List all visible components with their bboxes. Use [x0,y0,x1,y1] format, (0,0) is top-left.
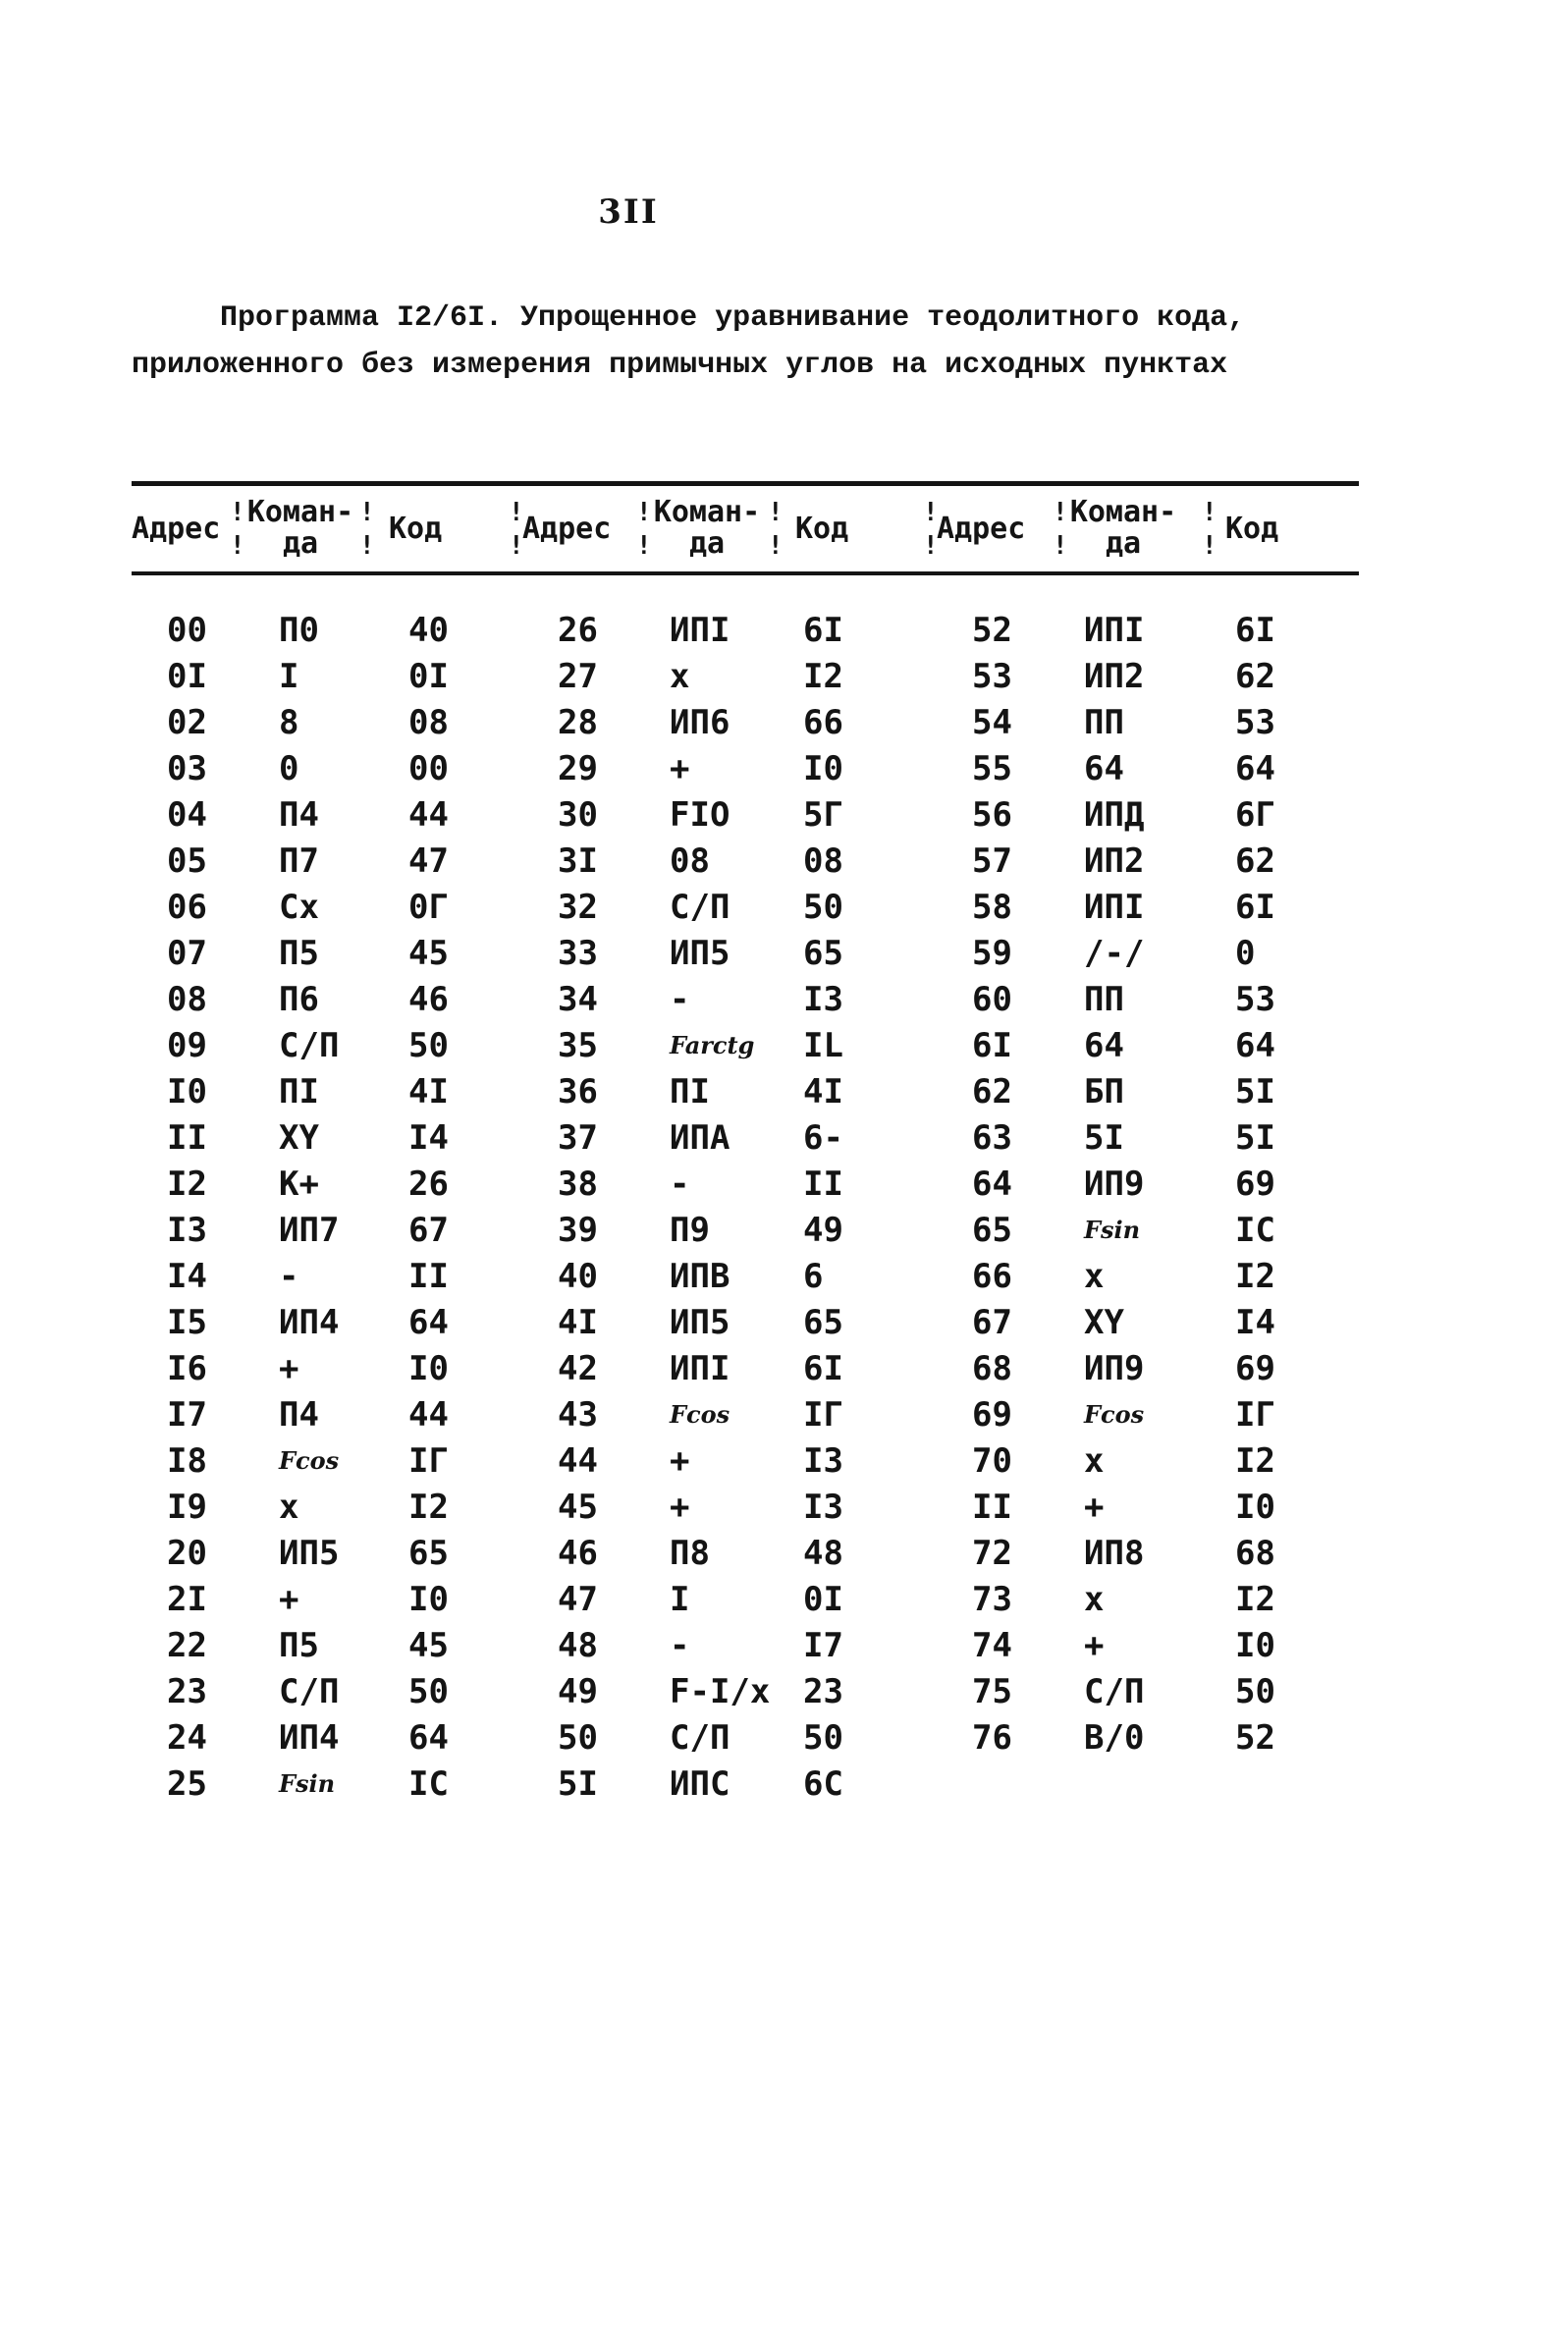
command-cell: + [279,1580,299,1619]
code-cell: 45 [408,934,449,973]
address-cell: 00 [167,611,207,650]
code-cell: 40 [408,611,449,650]
command-cell: + [670,1488,690,1527]
code-cell: I0 [1235,1488,1275,1527]
code-cell: 6- [803,1118,843,1158]
command-cell: - [670,1626,690,1665]
code-cell: 50 [408,1026,449,1065]
command-cell: ИП6 [670,703,730,742]
command-cell: ИПI [670,1349,730,1388]
header-separator: ! [1053,498,1068,527]
address-cell: 74 [972,1626,1012,1665]
header-separator: ! [923,498,939,527]
code-cell: 5I [1235,1072,1275,1111]
code-cell: I0 [803,749,843,788]
address-cell: 27 [558,657,598,696]
address-cell: 5I [558,1764,598,1804]
command-cell: П8 [670,1534,710,1573]
header-command-line2: да [688,526,726,561]
address-cell: 59 [972,934,1012,973]
command-cell: + [670,749,690,788]
code-cell: 69 [1235,1165,1275,1204]
code-cell: 46 [408,980,449,1019]
code-cell: 50 [408,1672,449,1711]
address-cell: 57 [972,841,1012,881]
address-cell: 20 [167,1534,207,1573]
address-cell: 48 [558,1626,598,1665]
code-cell: 50 [1235,1672,1275,1711]
code-cell: 53 [1235,980,1275,1019]
address-cell: 34 [558,980,598,1019]
code-cell: 6I [1235,888,1275,927]
address-cell: 43 [558,1395,598,1435]
code-cell: IГ [1235,1395,1275,1435]
address-cell: 52 [972,611,1012,650]
code-cell: 0I [803,1580,843,1619]
address-cell: 50 [558,1718,598,1758]
address-cell: 03 [167,749,207,788]
code-cell: 64 [1235,1026,1275,1065]
code-cell: 08 [803,841,843,881]
command-cell: x [279,1488,299,1527]
command-cell: /-/ [1084,934,1145,973]
code-cell: I2 [803,657,843,696]
command-cell: + [1084,1626,1105,1665]
address-cell: I9 [167,1488,207,1527]
code-cell: 0I [408,657,449,696]
address-cell: 23 [167,1672,207,1711]
header-separator: ! [509,531,524,561]
code-cell: 0Г [408,888,449,927]
command-cell: 5I [1084,1118,1124,1158]
address-cell: 32 [558,888,598,927]
command-cell: ИП7 [279,1211,340,1250]
code-cell: 65 [803,934,843,973]
header-separator: ! [359,498,375,527]
code-cell: 08 [408,703,449,742]
command-cell: С/П [670,1718,730,1758]
command-cell: ИП2 [1084,657,1145,696]
address-cell: 08 [167,980,207,1019]
address-cell: 2I [167,1580,207,1619]
command-cell: ПI [279,1072,319,1111]
code-cell: 48 [803,1534,843,1573]
code-cell: I2 [1235,1580,1275,1619]
code-cell: II [408,1257,449,1296]
address-cell: 39 [558,1211,598,1250]
address-cell: 22 [167,1626,207,1665]
header-address-2: Адрес [522,511,612,546]
code-cell: 0 [1235,934,1256,973]
command-cell: ИПС [670,1764,730,1804]
code-cell: 50 [803,1718,843,1758]
address-cell: I8 [167,1441,207,1481]
header-command-line2: да [282,526,319,561]
code-cell: I4 [1235,1303,1275,1342]
address-cell: I7 [167,1395,207,1435]
command-cell: БП [1084,1072,1124,1111]
command-cell: ИП8 [1084,1534,1145,1573]
code-cell: I0 [408,1349,449,1388]
address-cell: I4 [167,1257,207,1296]
command-cell: ПI [670,1072,710,1111]
command-cell: Fsin [279,1769,336,1798]
header-command-3 [1064,486,1182,570]
address-cell: 37 [558,1118,598,1158]
code-cell: I7 [803,1626,843,1665]
address-cell: 60 [972,980,1012,1019]
code-cell: II [803,1165,843,1204]
address-cell: I3 [167,1211,207,1250]
command-cell: + [279,1349,299,1388]
command-cell: F-I/x [670,1672,771,1711]
address-cell: I0 [167,1072,207,1111]
code-cell: 62 [1235,841,1275,881]
command-cell: ИПА [670,1118,730,1158]
command-cell: С/П [1084,1672,1145,1711]
address-cell: 05 [167,841,207,881]
code-cell: 45 [408,1626,449,1665]
code-cell: 65 [803,1303,843,1342]
command-cell: В/0 [1084,1718,1145,1758]
command-cell: 08 [670,841,710,881]
command-cell: ИП9 [1084,1165,1145,1204]
code-cell: 5Г [803,795,843,835]
code-cell: 50 [803,888,843,927]
header-address-1: Адрес [132,511,221,546]
code-cell: 49 [803,1211,843,1250]
address-cell: 53 [972,657,1012,696]
address-cell: 55 [972,749,1012,788]
command-cell: - [279,1257,299,1296]
code-cell: 53 [1235,703,1275,742]
command-cell: x [1084,1441,1105,1481]
address-cell: 09 [167,1026,207,1065]
address-cell: 49 [558,1672,598,1711]
command-cell: С/П [279,1026,340,1065]
command-cell: x [1084,1257,1105,1296]
command-cell: 8 [279,703,299,742]
address-cell: 07 [167,934,207,973]
header-separator: ! [1053,531,1068,561]
command-cell: П9 [670,1211,710,1250]
address-cell: 24 [167,1718,207,1758]
command-cell: Fcos [670,1400,730,1429]
code-cell: IC [1235,1211,1275,1250]
command-cell: ИП4 [279,1303,340,1342]
code-cell: 00 [408,749,449,788]
header-separator: ! [1202,531,1217,561]
code-cell: 5I [1235,1118,1275,1158]
address-cell: 04 [167,795,207,835]
code-cell: 67 [408,1211,449,1250]
header-separator: ! [509,498,524,527]
header-separator: ! [359,531,375,561]
code-cell: IГ [408,1441,449,1481]
address-cell: 6I [972,1026,1012,1065]
address-cell: II [167,1118,207,1158]
address-cell: I5 [167,1303,207,1342]
command-cell: Fcos [279,1446,340,1475]
command-cell: FIO [670,795,730,835]
command-cell: Fcos [1084,1400,1145,1429]
code-cell: 47 [408,841,449,881]
header-command-line1: Коман- [1069,495,1177,529]
command-cell: 64 [1084,749,1124,788]
code-cell: I3 [803,980,843,1019]
command-cell: ИПД [1084,795,1145,835]
address-cell: 56 [972,795,1012,835]
command-cell: + [670,1441,690,1481]
address-cell: 25 [167,1764,207,1804]
code-cell: 44 [408,1395,449,1435]
code-cell: I3 [803,1488,843,1527]
address-cell: 58 [972,888,1012,927]
address-cell: 76 [972,1718,1012,1758]
address-cell: 47 [558,1580,598,1619]
code-cell: IL [803,1026,843,1065]
header-code-1: Код [389,511,443,546]
header-command-line1: Коман- [246,495,354,529]
address-cell: I2 [167,1165,207,1204]
command-cell: ИП5 [670,934,730,973]
address-cell: 64 [972,1165,1012,1204]
header-separator: ! [636,531,652,561]
address-cell: 06 [167,888,207,927]
command-cell: ИПI [1084,611,1145,650]
code-cell: I2 [408,1488,449,1527]
code-cell: I3 [803,1441,843,1481]
header-separator: ! [768,531,784,561]
command-cell: С/П [279,1672,340,1711]
code-cell: IC [408,1764,449,1804]
address-cell: II [972,1488,1012,1527]
command-cell: - [670,1165,690,1204]
program-title [132,295,1339,389]
code-cell: 52 [1235,1718,1275,1758]
command-cell: ИП2 [1084,841,1145,881]
address-cell: 4I [558,1303,598,1342]
header-address-3: Адрес [937,511,1026,546]
command-cell: Cx [279,888,319,927]
header-command-line2: да [1105,526,1142,561]
code-cell: 44 [408,795,449,835]
command-cell: 0 [279,749,299,788]
address-cell: 02 [167,703,207,742]
code-cell: 68 [1235,1534,1275,1573]
address-cell: 67 [972,1303,1012,1342]
code-cell: 4I [803,1072,843,1111]
command-cell: П4 [279,795,319,835]
code-cell: 65 [408,1534,449,1573]
code-cell: I2 [1235,1257,1275,1296]
header-command-line1: Коман- [653,495,761,529]
command-cell: П6 [279,980,319,1019]
address-cell: 40 [558,1257,598,1296]
code-cell: 69 [1235,1349,1275,1388]
address-cell: 62 [972,1072,1012,1111]
command-cell: ИПI [670,611,730,650]
header-separator: ! [636,498,652,527]
command-cell: ИП5 [279,1534,340,1573]
command-cell: ИПI [1084,888,1145,927]
address-cell: I6 [167,1349,207,1388]
address-cell: 54 [972,703,1012,742]
page-number: 3II [598,192,659,232]
command-cell: I [279,657,299,696]
command-cell: П0 [279,611,319,650]
command-cell: x [670,657,690,696]
table-header-rule [132,571,1359,575]
code-cell: 64 [408,1718,449,1758]
command-cell: ИП5 [670,1303,730,1342]
command-cell: Farctg [670,1031,755,1059]
header-separator: ! [230,498,245,527]
address-cell: 28 [558,703,598,742]
address-cell: 66 [972,1257,1012,1296]
command-cell: 64 [1084,1026,1124,1065]
command-cell: ИП4 [279,1718,340,1758]
code-cell: 64 [408,1303,449,1342]
header-separator: ! [923,531,939,561]
address-cell: 26 [558,611,598,650]
address-cell: 45 [558,1488,598,1527]
code-cell: 6I [803,1349,843,1388]
code-cell: 62 [1235,657,1275,696]
code-cell: 6I [803,611,843,650]
address-cell: 42 [558,1349,598,1388]
code-cell: 64 [1235,749,1275,788]
command-cell: П4 [279,1395,319,1435]
command-cell: I [670,1580,690,1619]
command-cell: + [1084,1488,1105,1527]
address-cell: 33 [558,934,598,973]
command-cell: П5 [279,1626,319,1665]
code-cell: IГ [803,1395,843,1435]
table-header [132,486,1359,570]
address-cell: 70 [972,1441,1012,1481]
address-cell: 46 [558,1534,598,1573]
header-separator: ! [1202,498,1217,527]
command-cell: С/П [670,888,730,927]
address-cell: 75 [972,1672,1012,1711]
address-cell: 72 [972,1534,1012,1573]
code-cell: I0 [1235,1626,1275,1665]
address-cell: 38 [558,1165,598,1204]
address-cell: 73 [972,1580,1012,1619]
code-cell: 6C [803,1764,843,1804]
code-cell: I2 [1235,1441,1275,1481]
header-code-3: Код [1225,511,1279,546]
header-separator: ! [230,531,245,561]
code-cell: 6I [1235,611,1275,650]
code-cell: 4I [408,1072,449,1111]
command-cell: П5 [279,934,319,973]
address-cell: 3I [558,841,598,881]
address-cell: 63 [972,1118,1012,1158]
header-command-1 [242,486,359,570]
address-cell: 69 [972,1395,1012,1435]
command-cell: - [670,980,690,1019]
address-cell: 65 [972,1211,1012,1250]
title-line-1: Программа I2/6I. Упрощенное уравнивание теодолитного кода, [220,301,1246,335]
header-separator: ! [768,498,784,527]
command-cell: П7 [279,841,319,881]
command-cell: XY [1084,1303,1124,1342]
address-cell: 44 [558,1441,598,1481]
code-cell: 23 [803,1672,843,1711]
command-cell: ИП9 [1084,1349,1145,1388]
code-cell: I4 [408,1118,449,1158]
command-cell: ИПВ [670,1257,730,1296]
address-cell: 29 [558,749,598,788]
command-cell: ПП [1084,703,1124,742]
code-cell: 26 [408,1165,449,1204]
address-cell: 36 [558,1072,598,1111]
command-cell: Fsin [1084,1216,1141,1244]
command-cell: ПП [1084,980,1124,1019]
code-cell: 66 [803,703,843,742]
command-cell: K+ [279,1165,319,1204]
address-cell: 30 [558,795,598,835]
address-cell: 35 [558,1026,598,1065]
command-cell: XY [279,1118,319,1158]
code-cell: I0 [408,1580,449,1619]
program-table [132,609,1359,1816]
header-code-2: Код [795,511,849,546]
header-command-2 [648,486,766,570]
code-cell: 6Г [1235,795,1275,835]
title-line-2: приложенного без измерения примычных углов на исходных пунктах [132,349,1228,382]
command-cell: x [1084,1580,1105,1619]
address-cell: 0I [167,657,207,696]
address-cell: 68 [972,1349,1012,1388]
code-cell: 6 [803,1257,824,1296]
